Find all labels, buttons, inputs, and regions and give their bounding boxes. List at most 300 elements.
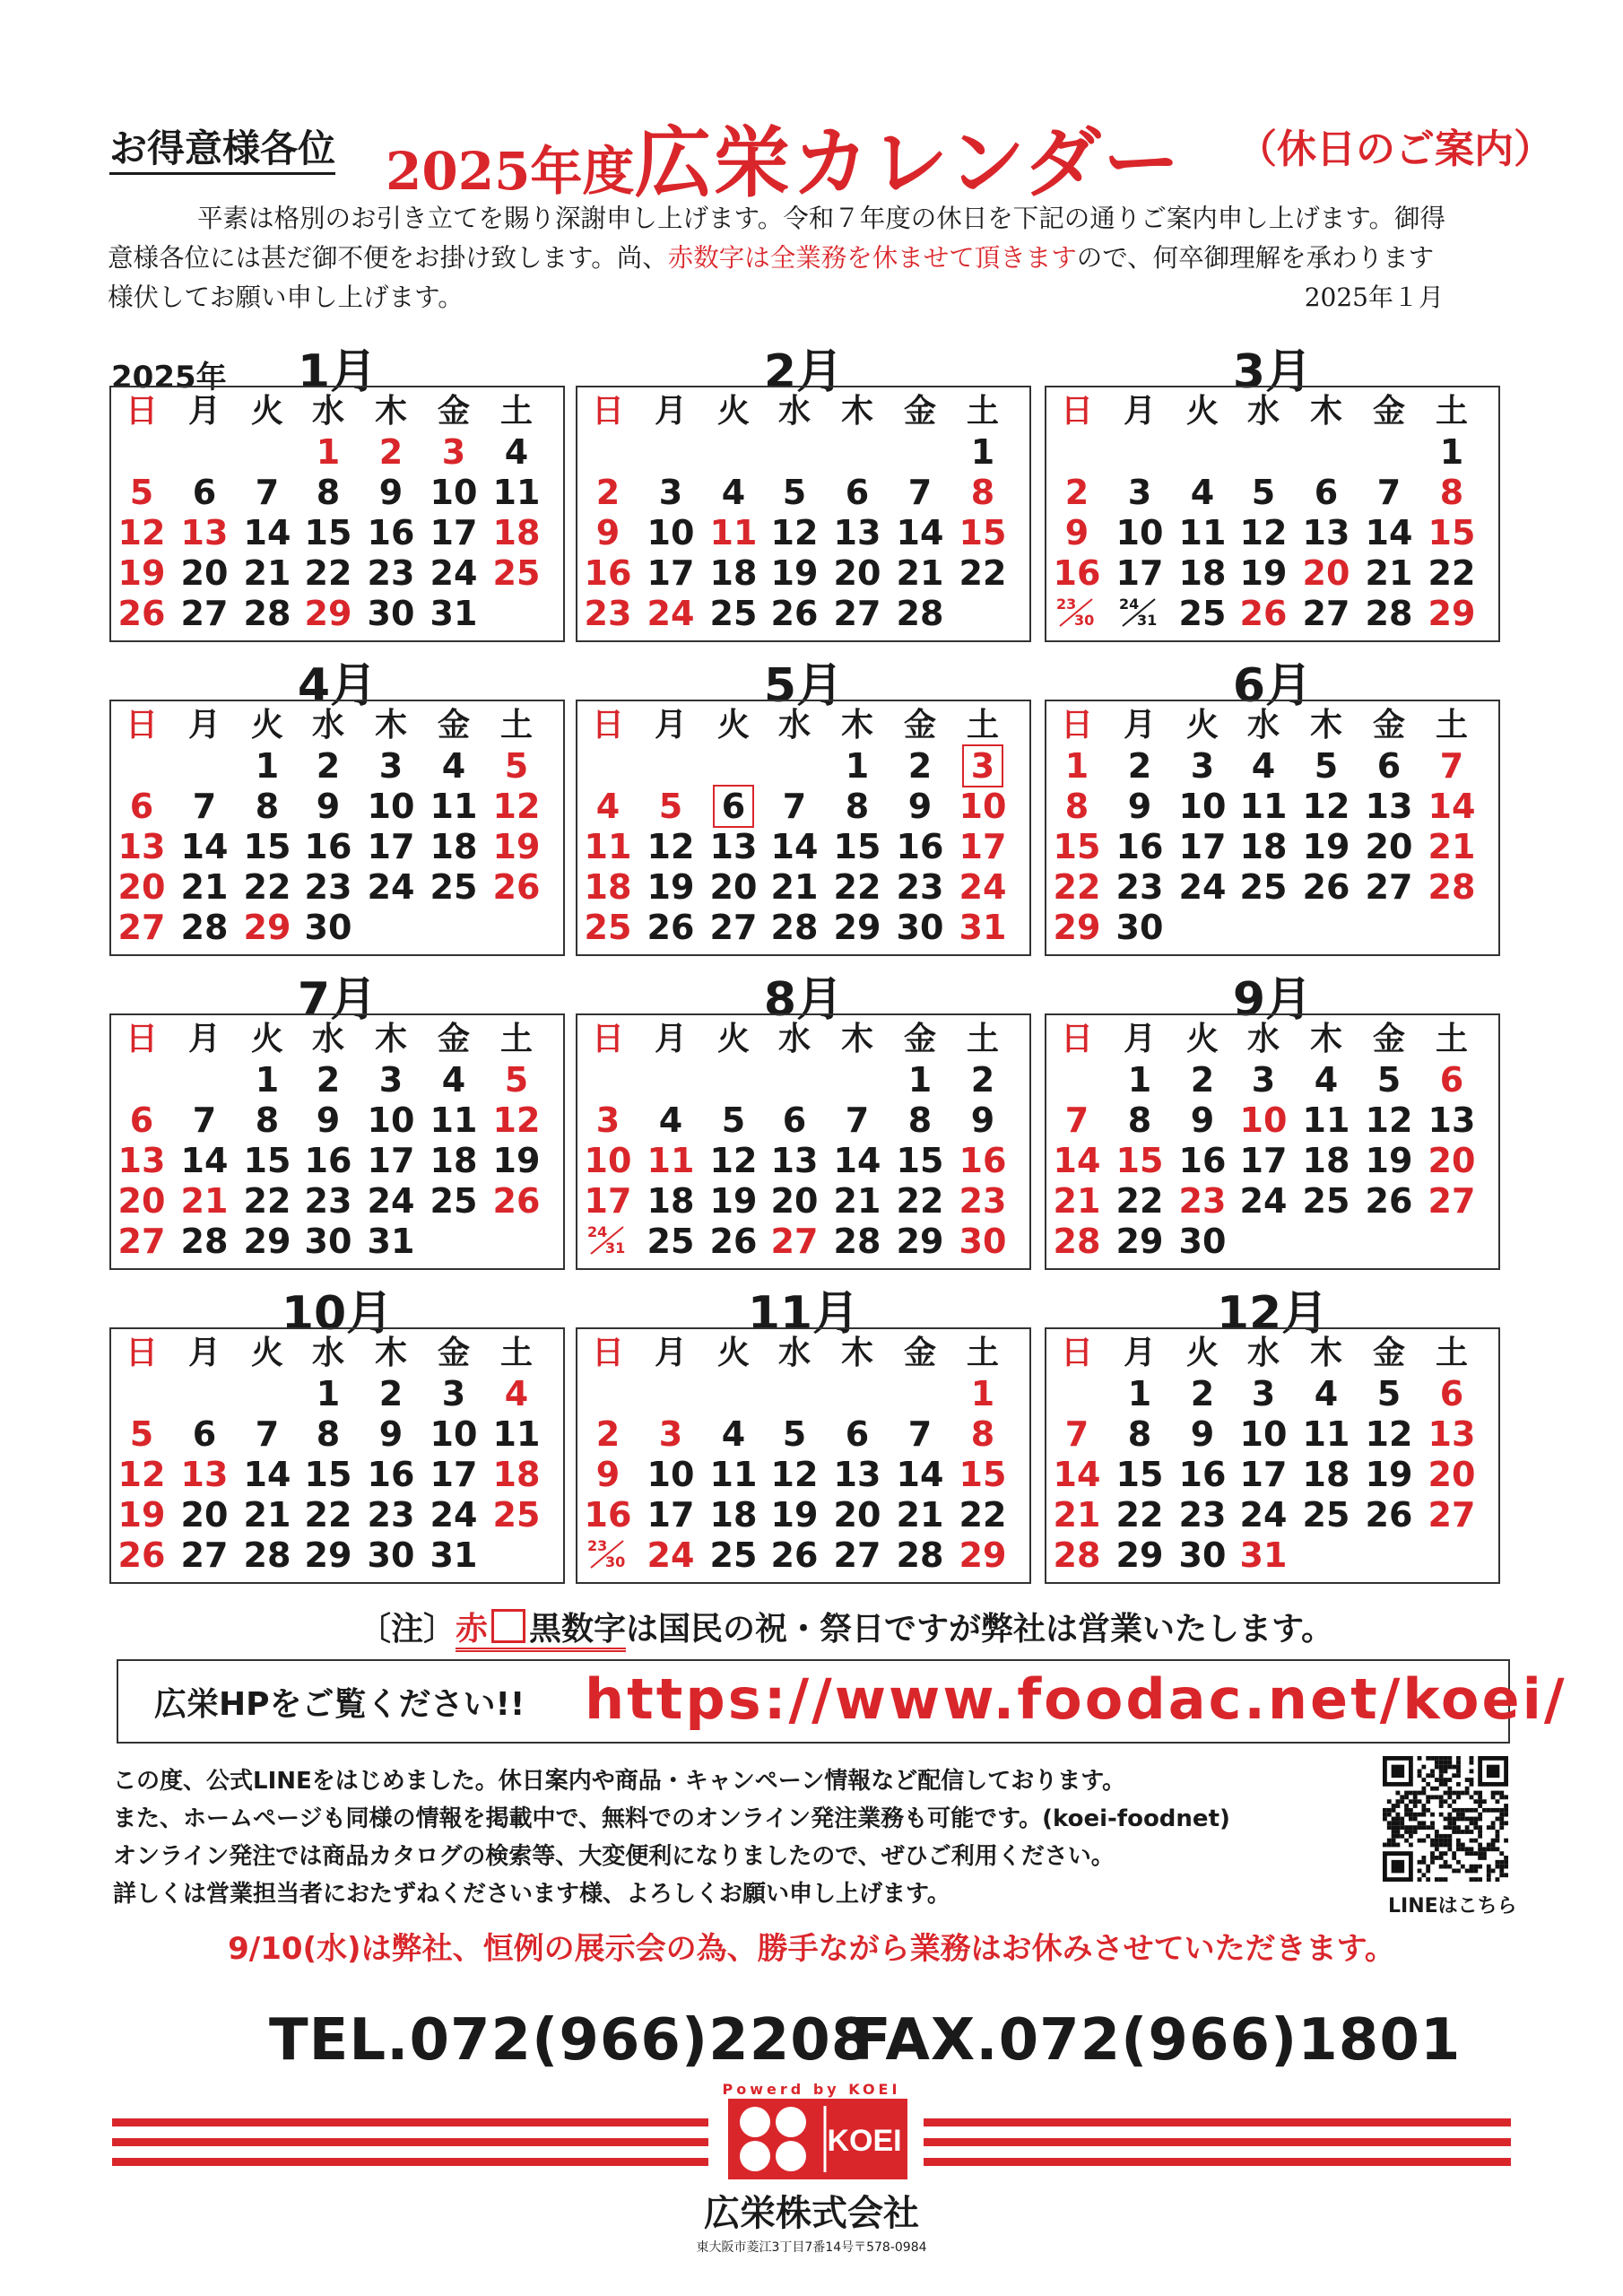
title-year: 2025年度 bbox=[386, 141, 635, 202]
day-cell: 1 bbox=[1127, 1060, 1152, 1100]
day-cell: 14 bbox=[180, 827, 229, 866]
day-cell: 21 bbox=[180, 867, 229, 907]
month-title: 3月 bbox=[1232, 345, 1313, 399]
boxed-date: 3 bbox=[962, 744, 1003, 787]
day-cell: 4 bbox=[504, 1374, 529, 1413]
day-cell: 11 bbox=[1239, 787, 1288, 826]
week-row bbox=[1046, 594, 1498, 634]
day-cell: 20 bbox=[1428, 1455, 1476, 1494]
day-cell: 9 bbox=[1190, 1100, 1215, 1140]
intro-paragraph bbox=[108, 199, 1453, 317]
day-cell: 5 bbox=[658, 787, 683, 826]
day-cell: 15 bbox=[1115, 1141, 1164, 1180]
day-cell: 14 bbox=[1053, 1455, 1101, 1494]
day-cell: 24 bbox=[430, 553, 478, 593]
day-cell: 17 bbox=[959, 827, 1007, 866]
day-cell: 30 bbox=[367, 594, 415, 633]
weekday-header: 金 bbox=[903, 707, 936, 744]
month-calendar bbox=[109, 961, 565, 1271]
calendar-year-label: 2025年 bbox=[111, 360, 227, 396]
day-cell: 2 bbox=[1127, 746, 1152, 786]
weekday-header: 月 bbox=[1123, 1021, 1156, 1057]
day-cell: 15 bbox=[243, 827, 291, 866]
week-row bbox=[577, 1222, 1029, 1262]
day-cell: 11 bbox=[647, 1141, 695, 1180]
day-cell: 4 bbox=[721, 473, 746, 512]
day-cell: 1 bbox=[907, 1060, 933, 1100]
day-cell bbox=[703, 787, 764, 827]
week-row bbox=[577, 1455, 1029, 1495]
week-row bbox=[111, 746, 563, 787]
day-cell: 22 bbox=[243, 1181, 291, 1221]
note-prefix: 〔注〕 bbox=[359, 1611, 456, 1648]
footer-stripe bbox=[112, 2138, 708, 2146]
month-calendar bbox=[576, 648, 1031, 957]
weekday-header: 金 bbox=[1372, 393, 1405, 430]
day-cell: 13 bbox=[117, 1141, 166, 1180]
day-cell: 3 bbox=[658, 1414, 683, 1454]
homepage-link[interactable]: https://www.foodac.net/koei/ bbox=[585, 1666, 1567, 1732]
day-cell: 16 bbox=[896, 827, 944, 866]
weekday-header: 日 bbox=[591, 707, 624, 744]
day-cell: 3 bbox=[1127, 473, 1152, 512]
weekday-header: 金 bbox=[437, 393, 470, 430]
month-calendar bbox=[109, 1275, 565, 1585]
day-cell: 11 bbox=[492, 473, 541, 512]
day-cell bbox=[577, 1535, 638, 1580]
split-date-top: 23 bbox=[587, 1537, 608, 1554]
day-cell: 24 bbox=[647, 1535, 695, 1575]
split-date-top: 24 bbox=[1119, 596, 1140, 613]
day-cell: 1 bbox=[970, 1374, 995, 1413]
day-cell: 23 bbox=[1115, 867, 1164, 907]
weekday-header: 日 bbox=[591, 1021, 624, 1057]
weekday-header: 水 bbox=[1246, 1335, 1280, 1371]
month-title: 1月 bbox=[297, 345, 378, 399]
day-cell: 23 bbox=[896, 867, 944, 907]
day-cell: 3 bbox=[595, 1100, 621, 1140]
day-cell: 10 bbox=[1239, 1414, 1288, 1454]
day-cell: 12 bbox=[770, 513, 819, 552]
day-cell: 29 bbox=[1115, 1222, 1164, 1261]
day-cell: 28 bbox=[770, 908, 819, 947]
day-cell: 30 bbox=[1178, 1222, 1227, 1261]
day-cell: 23 bbox=[1178, 1181, 1227, 1221]
day-cell: 10 bbox=[430, 473, 478, 512]
week-row bbox=[1046, 1495, 1498, 1535]
day-cell: 23 bbox=[367, 1495, 415, 1535]
day-cell: 22 bbox=[1115, 1181, 1164, 1221]
weekday-header: 土 bbox=[966, 707, 999, 744]
day-cell: 21 bbox=[896, 553, 944, 593]
week-row bbox=[111, 432, 563, 473]
day-cell: 25 bbox=[1178, 594, 1227, 633]
day-cell: 29 bbox=[833, 908, 881, 947]
month-grid bbox=[109, 1327, 565, 1584]
day-cell: 14 bbox=[243, 513, 291, 552]
weekday-header: 水 bbox=[777, 707, 811, 744]
day-cell: 9 bbox=[595, 513, 621, 552]
week-row bbox=[577, 1060, 1029, 1100]
weekday-header: 月 bbox=[187, 393, 221, 430]
qr-label: LINEはこちら bbox=[1388, 1895, 1517, 1918]
day-cell: 6 bbox=[845, 473, 870, 512]
weekday-header: 金 bbox=[437, 707, 470, 744]
day-cell: 8 bbox=[255, 787, 280, 826]
weekday-header: 水 bbox=[777, 1335, 811, 1371]
intro-text-red: 赤数字は全業務を休ませて頂きます bbox=[667, 243, 1077, 273]
day-cell: 7 bbox=[1064, 1414, 1089, 1454]
month-grid bbox=[1045, 1013, 1500, 1270]
weekday-header: 土 bbox=[1435, 393, 1468, 430]
weekday-header: 木 bbox=[374, 1335, 407, 1371]
week-row bbox=[111, 827, 563, 867]
day-cell: 21 bbox=[770, 867, 819, 907]
weekday-header: 木 bbox=[1309, 1021, 1342, 1057]
day-cell: 12 bbox=[492, 787, 541, 826]
month-grid bbox=[109, 1013, 565, 1270]
day-cell: 18 bbox=[1178, 553, 1227, 593]
week-row bbox=[577, 553, 1029, 594]
day-cell: 26 bbox=[1302, 867, 1350, 907]
week-row bbox=[111, 1374, 563, 1414]
day-cell: 14 bbox=[896, 1455, 944, 1494]
day-cell: 19 bbox=[770, 1495, 819, 1535]
day-cell: 11 bbox=[430, 1100, 478, 1140]
day-cell: 17 bbox=[430, 1455, 478, 1494]
day-cell: 16 bbox=[1178, 1141, 1227, 1180]
day-cell: 13 bbox=[833, 1455, 881, 1494]
day-cell: 13 bbox=[1302, 513, 1350, 552]
day-cell: 25 bbox=[647, 1222, 695, 1261]
day-cell: 20 bbox=[117, 1181, 166, 1221]
day-cell: 24 bbox=[1178, 867, 1227, 907]
weekday-header-row bbox=[111, 391, 563, 431]
day-cell bbox=[952, 746, 1013, 787]
week-row bbox=[1046, 1414, 1498, 1455]
day-cell: 3 bbox=[1190, 746, 1215, 786]
day-cell: 7 bbox=[845, 1100, 870, 1140]
day-cell: 7 bbox=[1376, 473, 1402, 512]
day-cell: 17 bbox=[647, 1495, 695, 1535]
split-date-bottom: 30 bbox=[605, 1553, 626, 1570]
weekday-header: 火 bbox=[716, 393, 750, 430]
week-row bbox=[577, 827, 1029, 867]
day-cell: 8 bbox=[1127, 1414, 1152, 1454]
day-cell: 31 bbox=[959, 908, 1007, 947]
weekday-header: 日 bbox=[1060, 1335, 1093, 1371]
day-cell: 18 bbox=[492, 1455, 541, 1494]
day-cell: 31 bbox=[430, 594, 478, 633]
day-cell: 20 bbox=[1365, 827, 1413, 866]
day-cell: 9 bbox=[1127, 787, 1152, 826]
note-text: は国民の祝・祭日ですが弊社は営業いたします。 bbox=[626, 1611, 1334, 1648]
day-cell: 10 bbox=[1115, 513, 1164, 552]
day-cell: 6 bbox=[129, 1100, 154, 1140]
day-cell: 6 bbox=[1439, 1060, 1464, 1100]
day-cell: 19 bbox=[492, 827, 541, 866]
weekday-header: 木 bbox=[374, 1021, 407, 1057]
month-grid bbox=[576, 1013, 1031, 1270]
month-calendar bbox=[1045, 961, 1500, 1271]
week-row bbox=[1046, 1100, 1498, 1141]
weekday-header: 火 bbox=[716, 1021, 750, 1057]
day-cell: 28 bbox=[180, 1222, 229, 1261]
weekday-header: 水 bbox=[777, 1021, 811, 1057]
day-cell: 13 bbox=[770, 1141, 819, 1180]
line-info-line: オンライン発注では商品カタログの検索等、大変便利になりましたので、ぜひご利用ください。 bbox=[113, 1843, 1115, 1870]
day-cell: 1 bbox=[1127, 1374, 1152, 1413]
day-cell: 17 bbox=[1178, 827, 1227, 866]
month-grid bbox=[1045, 700, 1500, 956]
day-cell: 20 bbox=[770, 1181, 819, 1221]
day-cell: 5 bbox=[1314, 746, 1339, 786]
day-cell: 16 bbox=[1053, 553, 1101, 593]
weekday-header: 水 bbox=[311, 707, 344, 744]
day-cell: 7 bbox=[255, 473, 280, 512]
day-cell: 22 bbox=[959, 1495, 1007, 1535]
week-row bbox=[111, 787, 563, 827]
split-date bbox=[1051, 594, 1103, 630]
day-cell: 20 bbox=[180, 1495, 229, 1535]
day-cell: 26 bbox=[117, 594, 166, 633]
line-info-line: また、ホームページも同様の情報を掲載中で、無料でのオンライン発注業務も可能です。(koei-foodnet) bbox=[113, 1805, 1230, 1832]
day-cell: 26 bbox=[117, 1535, 166, 1575]
weekday-header: 水 bbox=[1246, 1021, 1280, 1057]
day-cell: 27 bbox=[709, 908, 758, 947]
day-cell: 3 bbox=[378, 746, 404, 786]
weekday-header: 木 bbox=[1309, 1335, 1342, 1371]
week-row bbox=[111, 473, 563, 513]
day-cell: 6 bbox=[192, 473, 217, 512]
weekday-header-row bbox=[1046, 705, 1498, 745]
day-cell: 25 bbox=[1239, 867, 1288, 907]
day-cell: 13 bbox=[833, 513, 881, 552]
weekday-header: 火 bbox=[250, 1335, 283, 1371]
day-cell: 9 bbox=[316, 787, 341, 826]
weekday-header: 土 bbox=[1435, 1335, 1468, 1371]
week-row bbox=[1046, 553, 1498, 594]
day-cell: 7 bbox=[1439, 746, 1464, 786]
week-row bbox=[1046, 1181, 1498, 1222]
day-cell: 5 bbox=[1376, 1060, 1402, 1100]
weekday-header: 火 bbox=[716, 707, 750, 744]
day-cell: 5 bbox=[504, 746, 529, 786]
day-cell: 7 bbox=[782, 787, 807, 826]
weekday-header: 日 bbox=[125, 393, 158, 430]
weekday-header: 水 bbox=[311, 393, 344, 430]
day-cell: 29 bbox=[1428, 594, 1476, 633]
day-cell: 5 bbox=[129, 473, 154, 512]
day-cell: 27 bbox=[770, 1222, 819, 1261]
day-cell: 17 bbox=[1115, 553, 1164, 593]
day-cell: 9 bbox=[595, 1455, 621, 1494]
day-cell: 15 bbox=[1115, 1455, 1164, 1494]
note-black-label: 黒数字 bbox=[529, 1611, 627, 1648]
day-cell: 29 bbox=[959, 1535, 1007, 1575]
day-cell: 16 bbox=[1178, 1455, 1227, 1494]
day-cell: 20 bbox=[180, 553, 229, 593]
qr-code-icon[interactable] bbox=[1383, 1756, 1508, 1882]
day-cell: 27 bbox=[833, 1535, 881, 1575]
week-row bbox=[577, 867, 1029, 908]
day-cell: 2 bbox=[595, 473, 621, 512]
weekday-header: 月 bbox=[187, 1021, 221, 1057]
week-row bbox=[111, 553, 563, 594]
day-cell: 14 bbox=[896, 513, 944, 552]
week-row bbox=[1046, 1222, 1498, 1262]
week-row bbox=[1046, 1060, 1498, 1100]
month-calendar bbox=[109, 334, 565, 643]
day-cell: 28 bbox=[243, 594, 291, 633]
day-cell: 4 bbox=[595, 787, 621, 826]
day-cell: 29 bbox=[896, 1222, 944, 1261]
month-grid bbox=[1045, 386, 1500, 642]
day-cell: 10 bbox=[959, 787, 1007, 826]
day-cell: 3 bbox=[441, 432, 466, 472]
day-cell: 4 bbox=[658, 1100, 683, 1140]
weekday-header: 土 bbox=[499, 707, 533, 744]
day-cell: 15 bbox=[1428, 513, 1476, 552]
day-cell: 28 bbox=[1428, 867, 1476, 907]
day-cell: 11 bbox=[584, 827, 632, 866]
day-cell: 21 bbox=[243, 1495, 291, 1535]
day-cell: 18 bbox=[709, 1495, 758, 1535]
day-cell: 13 bbox=[180, 513, 229, 552]
week-row bbox=[1046, 473, 1498, 513]
day-cell: 7 bbox=[907, 1414, 933, 1454]
split-date bbox=[582, 1535, 634, 1571]
day-cell: 25 bbox=[430, 867, 478, 907]
weekday-header: 日 bbox=[1060, 393, 1093, 430]
day-cell: 18 bbox=[584, 867, 632, 907]
day-cell: 1 bbox=[970, 432, 995, 472]
day-cell: 15 bbox=[896, 1141, 944, 1180]
day-cell: 23 bbox=[367, 553, 415, 593]
day-cell: 29 bbox=[243, 908, 291, 947]
weekday-header: 月 bbox=[654, 393, 687, 430]
month-grid bbox=[576, 386, 1031, 642]
line-info bbox=[113, 1762, 1368, 1913]
month-calendar bbox=[1045, 334, 1500, 643]
recipient-heading: お得意様各位 bbox=[109, 126, 335, 175]
day-cell: 25 bbox=[430, 1181, 478, 1221]
week-row bbox=[111, 1060, 563, 1100]
intro-text-after: ので、何卒御理解を承わります様伏してお願い申し上げます。 bbox=[108, 243, 1435, 312]
day-cell: 13 bbox=[1365, 787, 1413, 826]
day-cell: 18 bbox=[430, 827, 478, 866]
day-cell: 12 bbox=[1239, 513, 1288, 552]
company-name: 広栄株式会社 bbox=[704, 2193, 919, 2234]
day-cell: 24 bbox=[367, 867, 415, 907]
day-cell: 15 bbox=[833, 827, 881, 866]
weekday-header-row bbox=[1046, 1019, 1498, 1059]
day-cell: 12 bbox=[117, 1455, 166, 1494]
day-cell: 18 bbox=[709, 553, 758, 593]
day-cell: 16 bbox=[304, 827, 352, 866]
day-cell: 14 bbox=[180, 1141, 229, 1180]
day-cell: 19 bbox=[117, 1495, 166, 1535]
day-cell: 19 bbox=[1365, 1141, 1413, 1180]
day-cell: 23 bbox=[304, 1181, 352, 1221]
weekday-header: 日 bbox=[125, 707, 158, 744]
day-cell: 20 bbox=[1428, 1141, 1476, 1180]
day-cell: 14 bbox=[243, 1455, 291, 1494]
weekday-header: 日 bbox=[125, 1335, 158, 1371]
note-red-label: 赤 bbox=[456, 1611, 489, 1648]
day-cell: 13 bbox=[1428, 1100, 1476, 1140]
day-cell: 27 bbox=[833, 594, 881, 633]
weekday-header-row bbox=[1046, 391, 1498, 431]
day-cell: 22 bbox=[896, 1181, 944, 1221]
day-cell: 16 bbox=[1115, 827, 1164, 866]
split-date-bottom: 30 bbox=[1074, 612, 1095, 629]
day-cell: 28 bbox=[243, 1535, 291, 1575]
day-cell: 24 bbox=[1239, 1181, 1288, 1221]
day-cell: 6 bbox=[1314, 473, 1339, 512]
homepage-label: 広栄HPをご覧ください!! bbox=[154, 1686, 525, 1723]
day-cell: 7 bbox=[255, 1414, 280, 1454]
day-cell: 31 bbox=[367, 1222, 415, 1261]
day-cell: 18 bbox=[430, 1141, 478, 1180]
day-cell: 27 bbox=[180, 594, 229, 633]
week-row bbox=[577, 1141, 1029, 1181]
day-cell: 24 bbox=[1239, 1495, 1288, 1535]
day-cell: 28 bbox=[1053, 1222, 1101, 1261]
powered-by: Powerd by KOEI bbox=[722, 2081, 901, 2098]
day-cell: 1 bbox=[316, 1374, 341, 1413]
week-row bbox=[577, 746, 1029, 787]
day-cell: 8 bbox=[907, 1100, 933, 1140]
day-cell: 25 bbox=[709, 1535, 758, 1575]
week-row bbox=[577, 1414, 1029, 1455]
day-cell: 15 bbox=[959, 1455, 1007, 1494]
day-cell: 17 bbox=[1239, 1141, 1288, 1180]
day-cell: 31 bbox=[430, 1535, 478, 1575]
day-cell: 29 bbox=[1115, 1535, 1164, 1575]
week-row bbox=[1046, 1535, 1498, 1576]
week-row bbox=[111, 1222, 563, 1262]
day-cell: 27 bbox=[117, 1222, 166, 1261]
weekday-header: 火 bbox=[250, 1021, 283, 1057]
weekday-header: 火 bbox=[1185, 393, 1219, 430]
week-row bbox=[111, 867, 563, 908]
weekday-header-row bbox=[577, 705, 1029, 745]
day-cell bbox=[1109, 594, 1170, 639]
day-cell: 15 bbox=[304, 513, 352, 552]
day-cell: 20 bbox=[709, 867, 758, 907]
weekday-header: 月 bbox=[654, 1021, 687, 1057]
weekday-header: 日 bbox=[125, 1021, 158, 1057]
weekday-header: 水 bbox=[1246, 707, 1280, 744]
day-cell: 12 bbox=[1302, 787, 1350, 826]
calendar-title bbox=[386, 100, 1182, 212]
day-cell: 18 bbox=[492, 513, 541, 552]
weekday-header: 水 bbox=[777, 393, 811, 430]
day-cell: 11 bbox=[1178, 513, 1227, 552]
week-row bbox=[1046, 867, 1498, 908]
day-cell: 19 bbox=[1239, 553, 1288, 593]
month-grid bbox=[109, 386, 565, 642]
day-cell: 21 bbox=[1053, 1495, 1101, 1535]
day-cell: 22 bbox=[959, 553, 1007, 593]
day-cell: 8 bbox=[1127, 1100, 1152, 1140]
week-row bbox=[1046, 787, 1498, 827]
weekday-header: 土 bbox=[1435, 1021, 1468, 1057]
week-row bbox=[577, 1374, 1029, 1414]
day-cell: 30 bbox=[959, 1222, 1007, 1261]
day-cell: 18 bbox=[1302, 1455, 1350, 1494]
